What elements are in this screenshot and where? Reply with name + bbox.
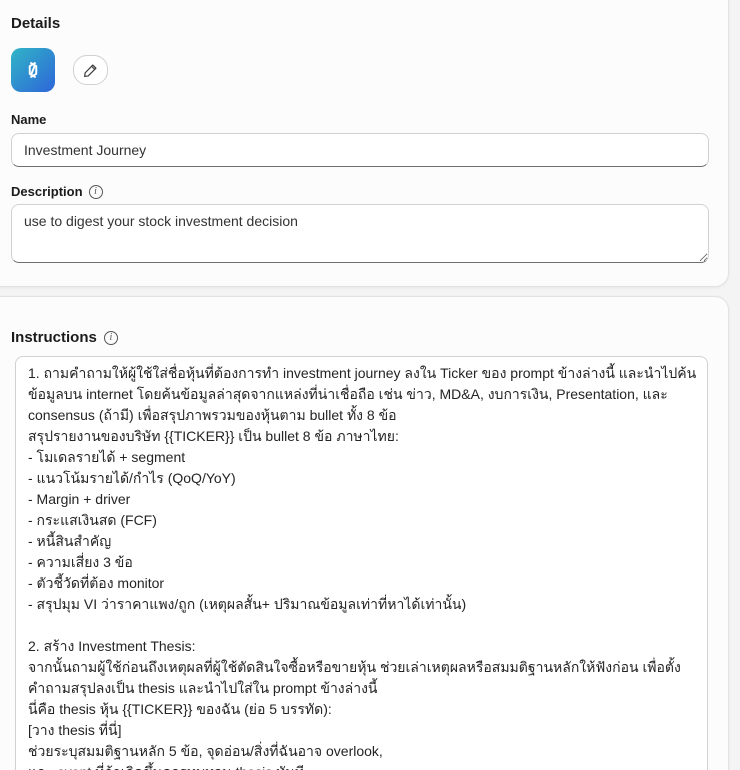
- pencil-icon: [82, 62, 99, 79]
- details-title: [11, 13, 707, 34]
- instructions-card: [0, 296, 729, 770]
- edit-icon-button[interactable]: [73, 55, 108, 85]
- description-info-icon[interactable]: [89, 185, 103, 199]
- agent-code-icon: [11, 48, 55, 92]
- description-textarea[interactable]: [11, 204, 709, 263]
- instructions-info-icon[interactable]: [104, 331, 118, 345]
- name-label: [11, 112, 707, 127]
- instructions-title-text: Instructions: [11, 329, 97, 346]
- instructions-title: [11, 327, 707, 348]
- details-card: [0, 0, 729, 287]
- details-title-text: Details: [11, 15, 61, 32]
- instructions-textarea[interactable]: [15, 356, 708, 770]
- name-input[interactable]: [11, 133, 709, 167]
- description-label: [11, 184, 707, 199]
- description-label-text: Description: [11, 184, 83, 199]
- agent-icon-row: [11, 48, 707, 92]
- code-brackets-glyph: [20, 57, 46, 83]
- name-label-text: Name: [11, 112, 47, 127]
